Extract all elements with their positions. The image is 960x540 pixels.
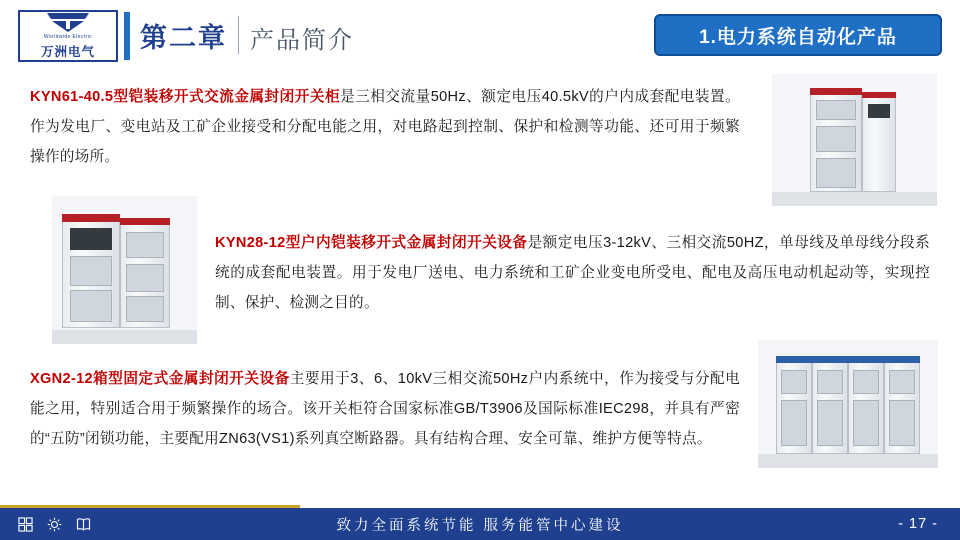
paragraph-kyn28-highlight: KYN28-12型户内铠装移开式金属封闭开关设备 [215,235,528,251]
cabinet-panel-1 [781,370,807,394]
cabinet-label-strip-2 [812,356,848,363]
section-tag [654,14,942,56]
product-image-xgn2 [758,340,938,468]
chapter-accent-bar [124,12,130,60]
footer-bar [0,508,960,540]
cabinet-panel-b1 [126,232,164,258]
cabinet-top-band-b [120,218,170,225]
cabinet-panel-middle [816,126,856,152]
image-floor [772,192,937,206]
cabinet-top-band-a [62,214,120,222]
cabinet-panel-a1 [70,256,112,286]
chapter-subtitle: 产品简介 [250,27,354,54]
product-image-kyn28 [52,196,197,344]
paragraph-kyn28 [215,228,930,318]
cabinet-panel-3 [853,370,879,394]
cabinet-panel-a2 [70,290,112,322]
cabinet-door-1 [781,400,807,446]
cabinet-panel-2 [817,370,843,394]
cabinet-label-strip-4 [884,356,920,363]
cabinet-panel-b3 [126,296,164,322]
paragraph-kyn61 [30,82,740,172]
cabinet-panel-lower [816,158,856,188]
image-floor [52,330,197,344]
logo-mark-icon [45,12,91,33]
chapter-title: 第二章 [140,23,227,53]
cabinet-panel-upper [816,100,856,120]
cabinet-label-strip-1 [776,356,812,363]
logo-english-name: Worldwide Electric [43,34,93,40]
paragraph-xgn2 [30,364,740,454]
cabinet-display-panel [868,104,890,118]
cabinet-door-3 [853,400,879,446]
cabinet-door-4 [889,400,915,446]
cabinet-door-2 [817,400,843,446]
paragraph-kyn28-text: 是额定电压3-12kV、三相交流50HZ，单母线及单母线分段系统的成套配电装置。用于发电厂送电、电力系统和工矿企业变电所受电、配电及高压电动机起动等，实现控制、保护、检测之目的。 [215,235,930,311]
footer-slogan: 致力全面系统节能 服务能管中心建设 [336,517,624,534]
cabinet-top-band-left [810,88,862,95]
paragraph-kyn61-text: 是三相交流量50Hz、额定电压40.5kV的户内成套配电装置。作为发电厂、变电站及工矿企业接受和分配电能之用，对电路起到控制、保护和检测等功能、还可用于频繁操作的场所。 [30,89,740,165]
logo-chinese-name: 万洲电气 [40,45,95,59]
cabinet-top-band-right [862,92,896,98]
paragraph-xgn2-highlight: XGN2-12箱型固定式金属封闭开关设备 [30,371,290,387]
product-image-kyn61 [772,74,937,206]
chapter-divider [238,16,239,54]
page-number: - 17 - [898,516,938,532]
cabinet-display-panel-a [70,228,112,250]
paragraph-kyn61-highlight: KYN61-40.5型铠装移开式交流金属封闭开关柜 [30,89,341,105]
image-floor [758,454,938,468]
company-logo [18,10,118,62]
cabinet-panel-b2 [126,264,164,292]
section-tag-label: 1.电力系统自动化产品 [699,26,897,48]
cabinet-panel-4 [889,370,915,394]
cabinet-label-strip-3 [848,356,884,363]
paragraph-xgn2-text: 主要用于3、6、10kV三相交流50Hz户内系统中，作为接受与分配电能之用，特别适合用于频繁操作的场合。该开关柜符合国家标准GB/T3906及国际标准IEC298，并具有严密的“五防”闭锁功能，主要配用ZN63(VS1)系列真空断路器。具有结构合理、安全可靠、维护方便等特点。 [30,371,740,447]
